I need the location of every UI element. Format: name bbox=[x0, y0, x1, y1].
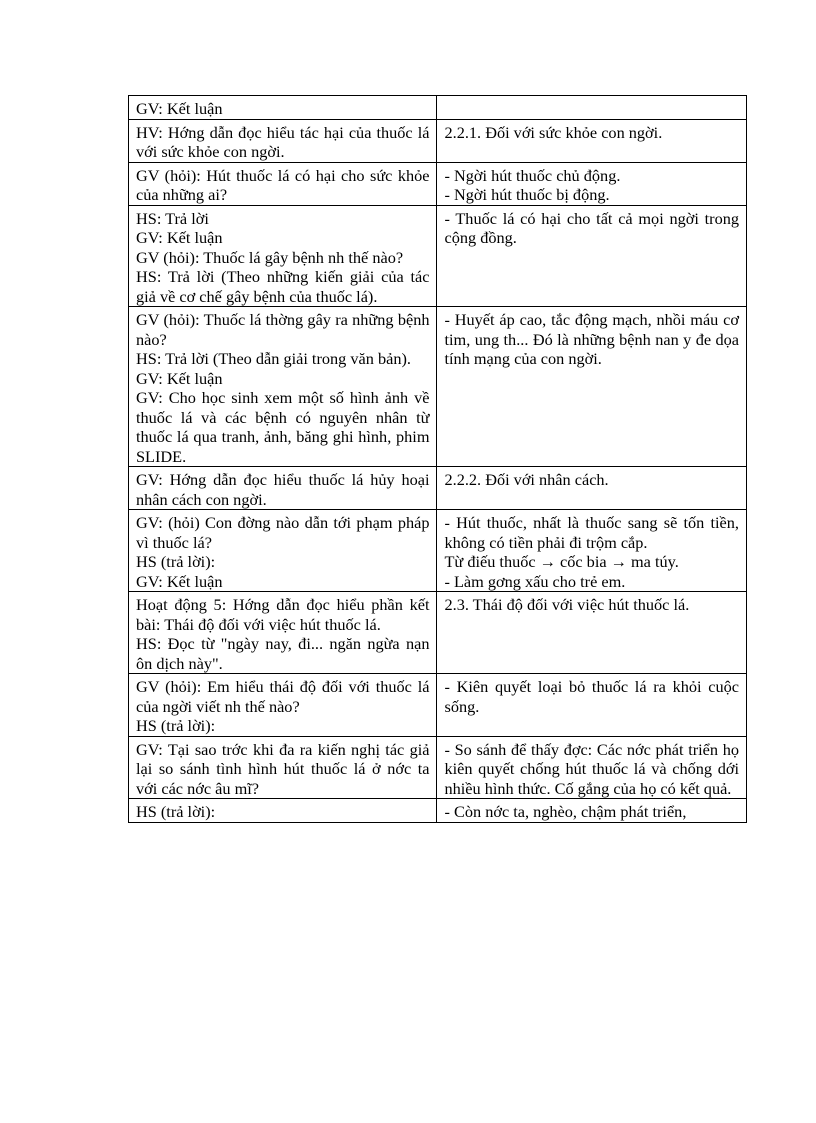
content-paragraph: - Kiên quyết loại bỏ thuốc lá ra khỏi cuộc sống. bbox=[444, 677, 739, 716]
content-cell bbox=[437, 592, 747, 674]
activity-paragraph: HV: Hớng dẫn đọc hiểu tác hại của thuốc lá với sức khỏe con ngời. bbox=[136, 122, 430, 161]
table-row bbox=[129, 96, 747, 120]
table-row bbox=[129, 510, 747, 592]
activity-cell bbox=[129, 205, 437, 307]
activity-paragraph: GV: Hớng dẫn đọc hiểu thuốc lá hủy hoại nhân cách con ngời. bbox=[136, 470, 430, 509]
content-paragraph: - Hút thuốc, nhất là thuốc sang sẽ tốn tiền, không có tiền phải đi trộm cắp. bbox=[444, 513, 739, 552]
content-paragraph: - Huyết áp cao, tắc động mạch, nhồi máu cơ tim, ung th... Đó là những bệnh nan y đe dọa tính mạng của con ngời. bbox=[444, 310, 739, 368]
activity-cell bbox=[129, 307, 437, 467]
activity-paragraph: HS: Đọc từ "ngày nay, đi... ngăn ngừa nạn ôn dịch này". bbox=[136, 634, 430, 673]
activity-paragraph: GV (hỏi): Hút thuốc lá có hại cho sức khỏe của những ai? bbox=[136, 165, 430, 204]
lesson-table-body bbox=[129, 96, 747, 823]
activity-paragraph: GV: Kết luận bbox=[136, 99, 223, 118]
activity-paragraph: GV: Tại sao trớc khi đa ra kiến nghị tác giả lại so sánh tình hình hút thuốc lá ở nớc ta với các nớc âu mĩ? bbox=[136, 739, 430, 798]
activity-paragraph: HS: Trả lời (Theo dẫn giải trong văn bản). bbox=[136, 349, 411, 368]
content-paragraph: - So sánh để thấy đợc: Các nớc phát triển họ kiên quyết chống hút thuốc lá và chống dới nhiều hình thức. Cố gắng của họ có kết quả. bbox=[444, 739, 739, 798]
content-paragraph: Từ điếu thuốc → cốc bia → ma túy. bbox=[444, 552, 679, 571]
content-cell bbox=[437, 799, 747, 823]
activity-paragraph: HS: Trả lời (Theo những kiến giải của tác giả về cơ chế gây bệnh của thuốc lá). bbox=[136, 267, 430, 306]
content-cell bbox=[437, 510, 747, 592]
activity-paragraph: GV: Kết luận bbox=[136, 368, 223, 388]
content-paragraph: 2.2.1. Đối với sức khỏe con ngời. bbox=[444, 122, 663, 142]
table-row bbox=[129, 205, 747, 307]
activity-cell bbox=[129, 510, 437, 592]
table-row bbox=[129, 674, 747, 737]
content-paragraph: - Ngời hút thuốc bị động. bbox=[444, 185, 610, 204]
content-paragraph: 2.3. Thái độ đối với việc hút thuốc lá. bbox=[444, 595, 690, 614]
activity-paragraph: HS (trả lời): bbox=[136, 552, 216, 571]
content-cell bbox=[437, 736, 747, 799]
activity-paragraph: HS (trả lời): bbox=[136, 802, 216, 821]
activity-paragraph: Hoạt động 5: Hớng dẫn đọc hiểu phần kết bài: Thái độ đối với việc hút thuốc lá. bbox=[136, 595, 430, 634]
content-paragraph: 2.2.2. Đối với nhân cách. bbox=[444, 470, 609, 489]
activity-paragraph: HS: Trả lời bbox=[136, 208, 209, 228]
content-paragraph: - Thuốc lá có hại cho tất cả mọi ngời trong cộng đồng. bbox=[444, 208, 739, 247]
activity-paragraph: GV: Kết luận bbox=[136, 228, 223, 247]
table-row bbox=[129, 162, 747, 205]
content-cell bbox=[437, 119, 747, 162]
activity-paragraph: GV: (hỏi) Con đờng nào dẫn tới phạm pháp vì thuốc lá? bbox=[136, 513, 430, 552]
activity-cell bbox=[129, 674, 437, 737]
content-paragraph: - Làm gơng xấu cho trẻ em. bbox=[444, 571, 626, 591]
table-row bbox=[129, 307, 747, 467]
table-row bbox=[129, 799, 747, 823]
activity-cell bbox=[129, 119, 437, 162]
activity-paragraph: GV (hỏi): Thuốc lá thờng gây ra những bệnh nào? bbox=[136, 310, 430, 349]
table-row bbox=[129, 736, 747, 799]
activity-cell bbox=[129, 162, 437, 205]
activity-cell bbox=[129, 736, 437, 799]
content-paragraph: - Còn nớc ta, nghèo, chậm phát triển, bbox=[444, 802, 687, 821]
activity-paragraph: GV (hỏi): Thuốc lá gây bệnh nh thế nào? bbox=[136, 247, 404, 267]
content-cell bbox=[437, 96, 747, 120]
content-cell bbox=[437, 205, 747, 307]
content-cell bbox=[437, 162, 747, 205]
activity-paragraph: GV: Kết luận bbox=[136, 571, 223, 591]
activity-paragraph: GV (hỏi): Em hiểu thái độ đối với thuốc lá của ngời viết nh thế nào? bbox=[136, 677, 430, 716]
activity-cell bbox=[129, 592, 437, 674]
activity-cell bbox=[129, 467, 437, 510]
activity-cell bbox=[129, 799, 437, 823]
activity-paragraph: HS (trả lời): bbox=[136, 716, 216, 735]
content-cell bbox=[437, 307, 747, 467]
table-row bbox=[129, 592, 747, 674]
content-cell bbox=[437, 674, 747, 737]
table-row bbox=[129, 119, 747, 162]
activity-cell bbox=[129, 96, 437, 120]
table-row bbox=[129, 467, 747, 510]
lesson-table bbox=[128, 95, 747, 823]
activity-paragraph: GV: Cho học sinh xem một số hình ảnh về thuốc lá và các bệnh có nguyên nhân từ thuốc lá qua tranh, ảnh, băng ghi hình, phim SLIDE. bbox=[136, 388, 430, 466]
content-cell bbox=[437, 467, 747, 510]
content-paragraph: - Ngời hút thuốc chủ động. bbox=[444, 165, 621, 185]
